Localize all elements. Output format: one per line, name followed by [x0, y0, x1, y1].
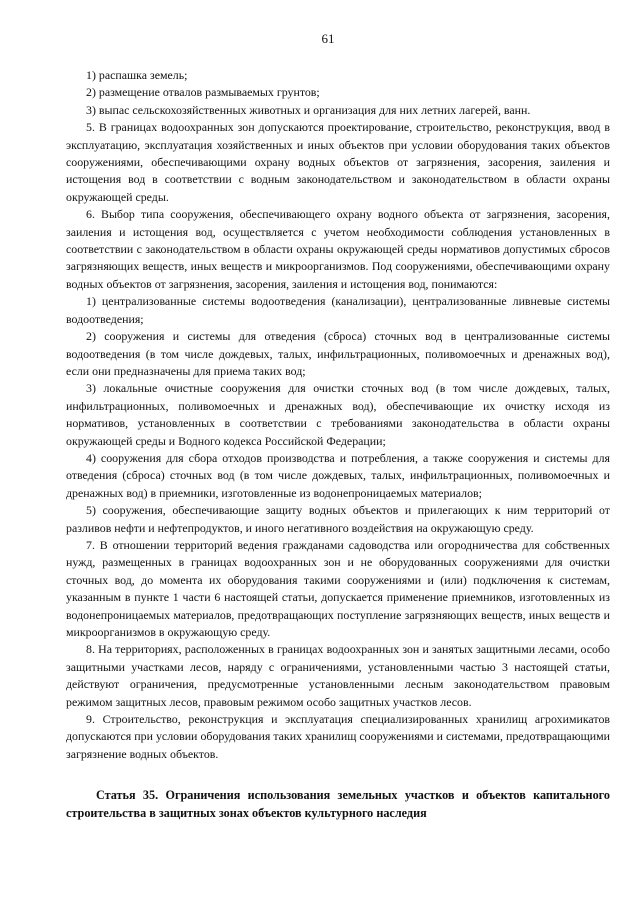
- list-item-local-treatment: 3) локальные очистные сооружения для очистки сточных вод (в том числе дождевых, талых, инфильтрационных, поливомоечных и дренажных вод), обеспечивающие их очистку исходя из нормативов, установленных в соответствии с требованиями законодательства в области охраны окружающей среды и Водного кодекса Российской Федерации;: [66, 381, 610, 448]
- paragraph-9: 9. Строительство, реконструкция и эксплуатация специализированных хранилищ агрохимикатов допускаются при условии оборудования таких хранилищ сооружениями и системами, предотвращающими загрязнение водных объектов.: [66, 712, 610, 761]
- paragraph-5: 5. В границах водоохранных зон допускаются проектирование, строительство, реконструкция, ввод в эксплуатацию, эксплуатация хозяйственных и иных объектов при условии оборудования таких объектов сооружениями, обеспечивающими охрану водных объектов от загрязнения, засорения, заиления и истощения вод в соответствии с водным законодательством и законодательством в области охраны окружающей среды.: [66, 120, 610, 204]
- list-item-soil-dumps: 2) размещение отвалов размываемых грунтов;: [86, 85, 320, 100]
- article-body: [66, 67, 610, 763]
- list-item-discharge-systems: 2) сооружения и системы для отведения (сброса) сточных вод в централизованные системы водоотведения (в том числе дождевых, талых, инфильтрационных, поливомоечных и дренажных вод), если они предназначены для приема таких вод;: [66, 329, 610, 378]
- paragraph-8: 8. На территориях, расположенных в границах водоохранных зон и занятых защитными лесами, особо защитными участками лесов, наряду с ограничениями, установленными частью 3 настоящей статьи, действуют ограничения, предусмотренные установленными лесным законодательством правовым режимом защитных лесов, правовым режимом особо защитных участков лесов.: [66, 642, 610, 709]
- paragraph-7: 7. В отношении территорий ведения гражданами садоводства или огородничества для собственных нужд, размещенных в границах водоохранных зон и не оборудованных сооружениями для очистки сточных вод, до момента их оборудования такими сооружениями и (или) подключения к системам, указанным в пункте 1 части 6 настоящей статьи, допускается применение приемников, изготовленных из водонепроницаемых материалов, предотвращающих поступление загрязняющих веществ, иных веществ и микроорганизмов в окружающую среду.: [66, 537, 610, 639]
- list-item-oil-spill-protection: 5) сооружения, обеспечивающие защиту водных объектов и прилегающих к ним территорий от разливов нефти и нефтепродуктов, и иного негативного воздействия на окружающую среду.: [66, 503, 610, 535]
- paragraph-6: 6. Выбор типа сооружения, обеспечивающего охрану водного объекта от загрязнения, засорения, заиления и истощения вод, осуществляется с учетом необходимости соблюдения установленных в соответствии с законодательством в области охраны окружающей среды нормативов допустимых сбросов загрязняющих веществ, иных веществ и микроорганизмов. Под сооружениями, обеспечивающими охрану водных объектов от загрязнения, засорения, заиления и истощения вод, понимаются:: [66, 207, 610, 291]
- list-item-grazing: 3) выпас сельскохозяйственных животных и организация для них летних лагерей, ванн.: [86, 102, 531, 117]
- list-item-centralized-systems: 1) централизованные системы водоотведения (канализации), централизованные ливневые системы водоотведения;: [66, 294, 610, 326]
- list-item-plowing: 1) распашка земель;: [86, 68, 188, 82]
- article-heading: Статья 35. Ограничения использования земельных участков и объектов капитального строительства в защитных зонах объектов культурного наследия: [66, 788, 610, 820]
- page-number: 61: [321, 31, 335, 46]
- list-item-waste-collection: 4) сооружения для сбора отходов производства и потребления, а также сооружения и системы для отведения (сброса) сточных вод (в том числе дождевых, талых, инфильтрационных, поливомоечных и дренажных вод) в приемники, изготовленные из водонепроницаемых материалов;: [66, 450, 610, 500]
